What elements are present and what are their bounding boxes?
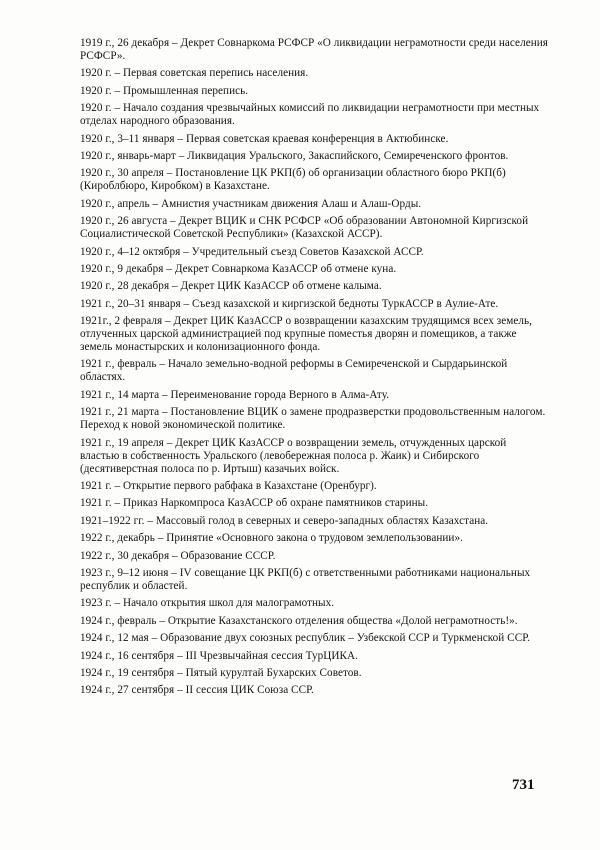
chronology-entry-1922-dec-30: 1922 г., 30 декабря – Образование СССР. [80,549,276,562]
chronology-entry-1923-jun-9-12: 1923 г., 9–12 июня – IV совещание ЦК РКП(б) с ответственными работниками национальных республик и областей. [80,566,531,592]
chronology-entry-1920-dec-9: 1920 г., 9 декабря – Декрет Совнаркома КазАССР об отмене куна. [80,262,397,275]
chronology-entry-1924-sep-19: 1924 г., 19 сентября – Пятый курултай Бухарских Советов. [80,666,362,679]
chronology-entry-1920-census: 1920 г. – Первая советская перепись населения. [80,67,309,80]
chronology-entry-1921-mar-14: 1921 г., 14 марта – Переименование города Верного в Алма-Ату. [80,388,390,401]
chronology-entry-1920-april-amnesty: 1920 г., апрель – Амнистия участникам движения Алаш и Алаш-Орды. [80,197,422,210]
chronology-entry-1921-february: 1921 г., февраль – Начало земельно-водной реформы в Семиреченской и Сырдарьинской областях. [80,358,508,384]
chronology-entry-1924-sep-27: 1924 г., 27 сентября – II сессия ЦИК Союза ССР. [80,684,314,697]
chronology-entry-1919-dec-26: 1919 г., 26 декабря – Декрет Совнаркома РСФСР «О ликвидации неграмотности среди населения РСФСР». [80,37,548,62]
chronology-entry-1924-may-12: 1924 г., 12 мая – Образование двух союзных республик – Узбекской ССР и Туркменской ССР. [80,632,530,645]
chronology-entry-1920-dec-28: 1920 г., 28 декабря – Декрет ЦИК КазАССР об отмене калыма. [80,280,382,293]
chronology-entry-1921-jan-20-31: 1921 г., 20–31 января – Съезд казахской и киргизской бедноты ТуркАССР в Аулие-Ате. [80,297,499,310]
chronology-entry-1921-1922-famine: 1921–1922 гг. – Массовый голод в северных и северо-западных областях Казахстана. [80,514,489,527]
chronology-entry-1921-feb-2: 1921г., 2 февраля – Декрет ЦИК КазАССР о возвращении казахским трудящимся всех земель, отлученных царской администрацией под крупные поместья дворян и помещиков, а также земель монастырских и колонизационного фонда. [80,315,533,354]
chronology-entry-1921-apr-19: 1921 г., 19 апреля – Декрет ЦИК КазАССР о возвращении земель, отчужденных царской властью в собственность Уральского (левобережная полоса р. Жаик) и Сибирского (десятиверстная полоса по р. Иртыш) казачьих войск. [80,436,507,475]
page-number: 731 [512,777,535,793]
chronology-entry-1922-december: 1922 г., декабрь – Принятие «Основного закона о трудовом землепользовании». [80,532,463,545]
chronology-entry-1920-literacy-commissions: 1920 г. – Начало создания чрезвычайных комиссий по ликвидации неграмотности при местных отделах народного образования. [80,102,540,128]
chronology-entry-1923-schools: 1923 г. – Начало открытия школ для малограмотных. [80,597,335,610]
chronology-entry-1921-monuments: 1921 г. – Приказ Наркомпроса КазАССР об охране памятников старины. [80,497,429,510]
chronology-entry-1920-jan-march: 1920 г., январь-март – Ликвидация Уральского, Закаспийского, Семиреченского фронтов. [80,149,509,162]
chronology-entry-1921-mar-21: 1921 г., 21 марта – Постановление ВЦИК о замене продразверстки продовольственным налогом. Переход к новой экономической политике. [80,406,546,432]
chronology-entry-1920-industrial-census: 1920 г. – Промышленная перепись. [80,84,249,97]
chronology-entry-1924-february: 1924 г., февраль – Открытие Казахстанского отделения общества «Долой неграмотность!». [80,614,518,627]
chronology-entry-1924-sep-16: 1924 г., 16 сентября – III Чрезвычайная сессия ТурЦИКА. [80,649,358,662]
chronology-entry-1921-rabfak: 1921 г. – Открытие первого рабфака в Казахстане (Оренбург). [80,480,377,493]
chronology-list [80,37,548,702]
chronology-entry-1920-apr-30: 1920 г., 30 апреля – Постановление ЦК РКП(б) об организации областного бюро РКП(б) (Кироблбюро, Киробком) в Казахстане. [80,167,506,193]
chronology-entry-1920-jan-3-11: 1920 г., 3–11 января – Первая советская краевая конференция в Актюбинске. [80,132,449,145]
chronology-entry-1920-oct-4-12: 1920 г., 4–12 октября – Учредительный съезд Советов Казахской АССР. [80,245,424,258]
chronology-entry-1920-aug-26: 1920 г., 26 августа – Декрет ВЦИК и СНК РСФСР «Об образовании Автономной Киргизской Социалистической Советской Республики» (Казахской АССР). [80,215,529,241]
